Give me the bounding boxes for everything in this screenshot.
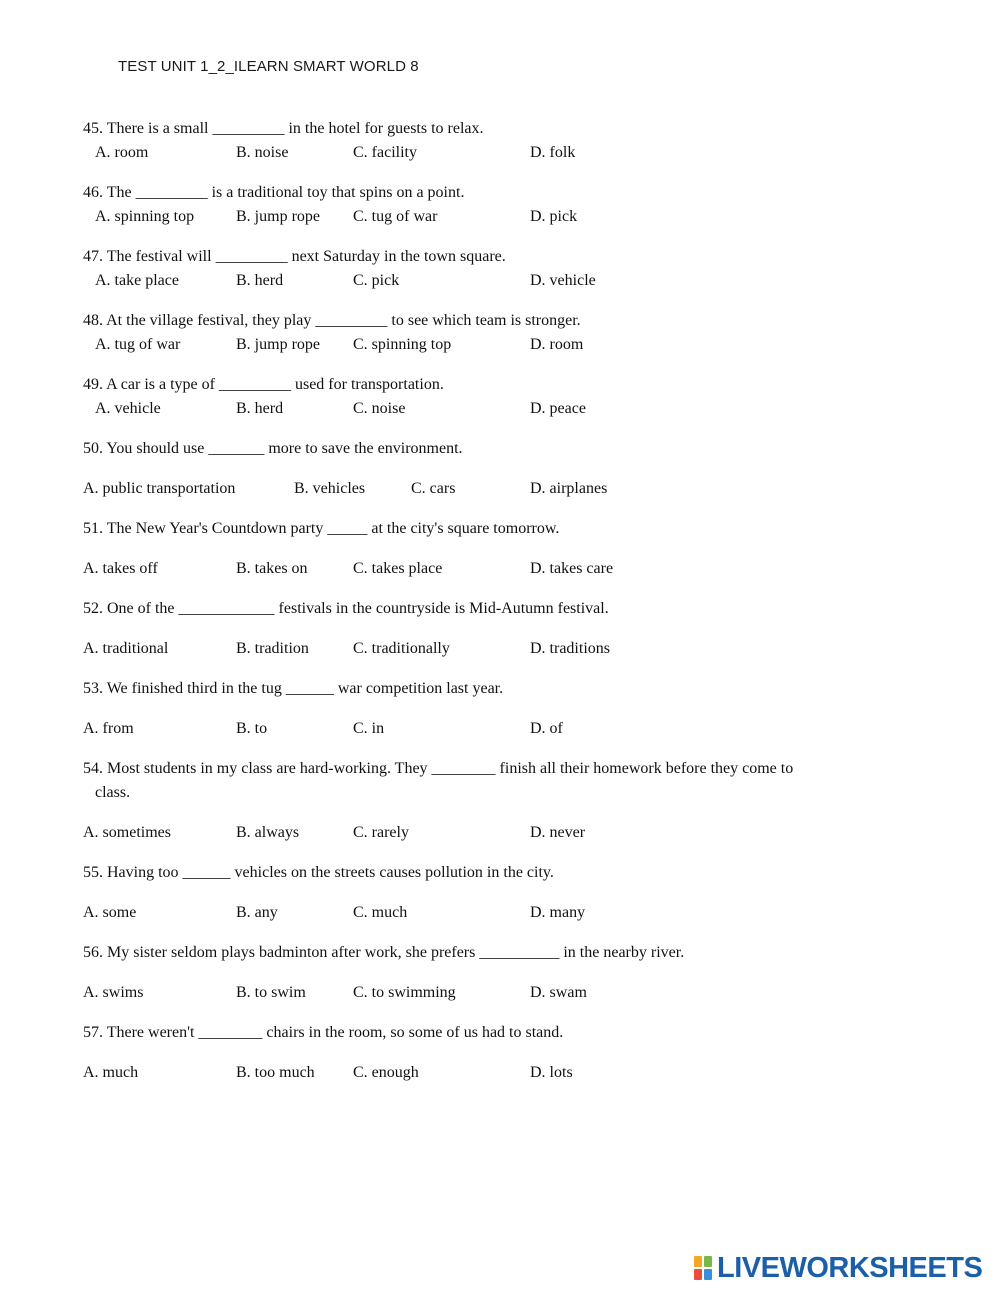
option-d[interactable]: D. vehicle [530,272,596,289]
option-d[interactable]: D. folk [530,144,576,161]
question-54-continuation: class. [95,784,131,801]
option-b[interactable]: B. jump rope [236,208,320,225]
option-c[interactable]: C. in [353,720,385,737]
option-b[interactable]: B. takes on [236,560,308,577]
option-a[interactable]: A. public transportation [83,480,236,497]
question-57: 57. There weren't ________ chairs in the room, so some of us had to stand. [83,1024,564,1041]
option-c[interactable]: C. spinning top [353,336,452,353]
option-b[interactable]: B. jump rope [236,336,320,353]
option-d[interactable]: D. room [530,336,584,353]
question-47: 47. The festival will _________ next Saturday in the town square. [83,248,506,265]
question-45: 45. There is a small _________ in the hotel for guests to relax. [83,120,484,137]
option-d[interactable]: D. peace [530,400,586,417]
options-45 [95,141,795,165]
question-50: 50. You should use _______ more to save the environment. [83,440,463,457]
option-d[interactable]: D. traditions [530,640,610,657]
option-a[interactable]: A. room [95,144,149,161]
option-c[interactable]: C. enough [353,1064,419,1081]
option-c[interactable]: C. tug of war [353,208,438,225]
question-55: 55. Having too ______ vehicles on the streets causes pollution in the city. [83,864,554,881]
options-52 [83,637,783,661]
option-a[interactable]: A. much [83,1064,139,1081]
option-b[interactable]: B. any [236,904,278,921]
option-b[interactable]: B. too much [236,1064,315,1081]
options-54 [83,821,783,845]
option-a[interactable]: A. spinning top [95,208,195,225]
question-49: 49. A car is a type of _________ used for transportation. [83,376,444,393]
option-a[interactable]: A. from [83,720,134,737]
option-a[interactable]: A. take place [95,272,179,289]
page-header-title: TEST UNIT 1_2_ILEARN SMART WORLD 8 [118,58,419,75]
option-a[interactable]: A. swims [83,984,144,1001]
option-a[interactable]: A. sometimes [83,824,171,841]
option-d[interactable]: D. takes care [530,560,614,577]
option-d[interactable]: D. never [530,824,586,841]
option-a[interactable]: A. takes off [83,560,158,577]
option-d[interactable]: D. swam [530,984,587,1001]
option-c[interactable]: C. pick [353,272,400,289]
option-b[interactable]: B. to swim [236,984,306,1001]
options-49 [95,397,795,421]
question-52: 52. One of the ____________ festivals in the countryside is Mid-Autumn festival. [83,600,609,617]
options-47 [95,269,795,293]
option-d[interactable]: D. pick [530,208,578,225]
options-56 [83,981,783,1005]
options-50 [83,477,783,501]
options-53 [83,717,783,741]
option-a[interactable]: A. some [83,904,137,921]
option-c[interactable]: C. to swimming [353,984,456,1001]
option-b[interactable]: B. to [236,720,268,737]
option-d[interactable]: D. airplanes [530,480,608,497]
option-a[interactable]: A. traditional [83,640,169,657]
option-c[interactable]: C. facility [353,144,417,161]
option-c[interactable]: C. takes place [353,560,443,577]
question-54: 54. Most students in my class are hard-working. They ________ finish all their homework before they come to [83,760,794,777]
question-48: 48. At the village festival, they play _________ to see which team is stronger. [83,312,581,329]
options-55 [83,901,783,925]
option-c[interactable]: C. much [353,904,408,921]
option-b[interactable]: B. noise [236,144,289,161]
options-48 [95,333,795,357]
question-46: 46. The _________ is a traditional toy that spins on a point. [83,184,465,201]
option-c[interactable]: C. traditionally [353,640,450,657]
option-b[interactable]: B. tradition [236,640,309,657]
question-53: 53. We finished third in the tug ______ war competition last year. [83,680,504,697]
option-c[interactable]: C. cars [411,480,456,497]
option-d[interactable]: D. lots [530,1064,573,1081]
option-c[interactable]: C. noise [353,400,406,417]
question-56: 56. My sister seldom plays badminton after work, she prefers __________ in the nearby river. [83,944,685,961]
options-51 [83,557,783,581]
liveworksheets-logo-text: LIVEWORKSHEETS [717,1251,983,1284]
option-d[interactable]: D. many [530,904,586,921]
option-b[interactable]: B. always [236,824,300,841]
liveworksheets-logo[interactable] [694,1250,982,1286]
option-c[interactable]: C. rarely [353,824,409,841]
option-a[interactable]: A. vehicle [95,400,161,417]
option-b[interactable]: B. herd [236,272,284,289]
options-46 [95,205,795,229]
options-57 [83,1061,783,1085]
option-a[interactable]: A. tug of war [95,336,181,353]
option-d[interactable]: D. of [530,720,563,737]
liveworksheets-logo-icon [694,1256,714,1280]
option-b[interactable]: B. vehicles [294,480,366,497]
question-51: 51. The New Year's Countdown party _____ at the city's square tomorrow. [83,520,560,537]
option-b[interactable]: B. herd [236,400,284,417]
